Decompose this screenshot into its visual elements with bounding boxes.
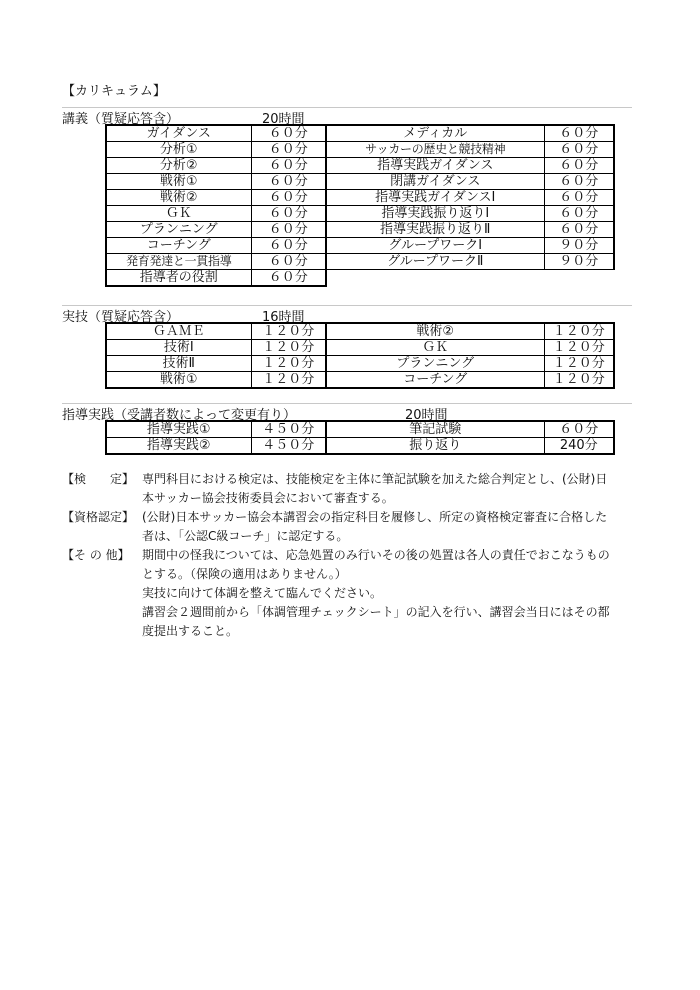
note-line: 講習会２週間前から「体調管理チェックシート」の記入を行い、講習会当日にはその都 (142, 605, 610, 619)
duration-cell: ９０分 (544, 254, 614, 270)
subject-cell: 指導実践振り返りⅠ (326, 206, 544, 222)
curriculum-heading: 【カリキュラム】 (62, 84, 166, 99)
table-row (106, 222, 614, 238)
subject-cell: ＧＡＭＥ (106, 323, 251, 340)
table-row (106, 174, 614, 190)
duration-cell: ６０分 (544, 222, 614, 238)
table-row (106, 438, 614, 455)
subject-cell: 指導実践ガイダンス (326, 158, 544, 174)
note-line: 本サッカー協会技術委員会において審査する。 (142, 491, 394, 505)
note-line: (公財)日本サッカー協会本講習会の指定科目を履修し、所定の資格検定審査に合格した (142, 510, 608, 524)
duration-cell: ６０分 (251, 254, 326, 270)
table-row (106, 270, 614, 287)
table-row (106, 340, 614, 356)
subject-cell: 技術Ⅱ (106, 356, 251, 372)
duration-cell: ６０分 (544, 190, 614, 206)
note-key: 【資格認定】 (62, 510, 135, 524)
duration-cell: ６０分 (251, 206, 326, 222)
duration-cell: ６０分 (544, 206, 614, 222)
table-row (106, 356, 614, 372)
duration-cell: １２０分 (251, 340, 326, 356)
table-row (106, 421, 614, 438)
practical-hours: 16時間 (262, 310, 305, 325)
subject-cell: グループワークⅠ (326, 238, 544, 254)
table-row (106, 125, 614, 142)
subject-cell: 戦術② (326, 323, 544, 340)
subject-cell: プランニング (106, 222, 251, 238)
subject-cell: コーチング (106, 238, 251, 254)
lecture-label: 講義（質疑応答含） (62, 112, 180, 127)
duration-cell: １２０分 (544, 372, 614, 389)
table-row (106, 238, 614, 254)
duration-cell: ６０分 (251, 174, 326, 190)
coaching-table (105, 420, 615, 455)
table-row (106, 158, 614, 174)
subject-cell: 戦術① (106, 372, 251, 389)
lecture-table (105, 124, 615, 287)
subject-cell: 閉講ガイダンス (326, 174, 544, 190)
note-line: 者は、「公認C級コーチ」に認定する。 (142, 529, 349, 543)
subject-cell: 筆記試験 (326, 421, 544, 438)
subject-cell: 指導実践② (106, 438, 251, 455)
note-line: とする。（保険の適用はありません。） (142, 567, 347, 581)
duration-cell: １２０分 (251, 323, 326, 340)
table-row (106, 190, 614, 206)
note-line: 専門科目における検定は、技能検定を主体に筆記試験を加えた総合判定とし、(公財)日 (142, 472, 608, 486)
subject-cell: ＧＫ (106, 206, 251, 222)
subject-cell: 振り返り (326, 438, 544, 455)
duration-cell: ６０分 (251, 270, 326, 287)
duration-cell: ６０分 (544, 421, 614, 438)
subject-cell: プランニング (326, 356, 544, 372)
table-row (106, 254, 614, 270)
note-line: 度提出すること。 (142, 624, 239, 638)
duration-cell: ９０分 (544, 238, 614, 254)
practical-label: 実技（質疑応答含） (62, 310, 180, 325)
subject-cell: 技術Ⅰ (106, 340, 251, 356)
subject-cell: 戦術② (106, 190, 251, 206)
subject-cell: 指導者の役割 (106, 270, 251, 287)
table-row (106, 142, 614, 158)
duration-cell: ６０分 (544, 142, 614, 158)
note-exam (62, 470, 642, 508)
subject-cell: 分析① (106, 142, 251, 158)
duration-cell: ６０分 (544, 125, 614, 142)
duration-cell: ６０分 (544, 174, 614, 190)
table-row (106, 206, 614, 222)
duration-cell: ６０分 (251, 125, 326, 142)
subject-cell: 分析② (106, 158, 251, 174)
duration-cell: ６０分 (251, 222, 326, 238)
duration-cell: ６０分 (251, 142, 326, 158)
duration-cell: ４５０分 (251, 421, 326, 438)
notes (62, 470, 642, 641)
duration-cell: ６０分 (251, 158, 326, 174)
practical-table (105, 322, 615, 389)
subject-cell: 指導実践① (106, 421, 251, 438)
subject-cell: サッカーの歴史と競技精神 (326, 142, 544, 158)
note-line: 期間中の怪我については、応急処置のみ行いその後の処置は各人の責任でおこなうもの (142, 548, 610, 562)
coaching-label: 指導実践（受講者数によって変更有り） (62, 408, 297, 423)
subject-cell: コーチング (326, 372, 544, 389)
subject-cell: 発育発達と一貫指導 (106, 254, 251, 270)
lecture-hours: 20時間 (262, 112, 305, 127)
note-key: 【そ の 他】 (62, 548, 130, 562)
subject-cell: 指導実践ガイダンスⅠ (326, 190, 544, 206)
note-certification (62, 508, 642, 546)
duration-cell: ６０分 (251, 190, 326, 206)
table-row (106, 372, 614, 389)
duration-cell: １２０分 (544, 340, 614, 356)
note-line: 実技に向けて体調を整えて臨んでください。 (142, 586, 383, 600)
subject-cell: 戦術① (106, 174, 251, 190)
subject-cell: ＧＫ (326, 340, 544, 356)
duration-cell: １２０分 (251, 372, 326, 389)
note-other (62, 546, 642, 641)
subject-cell: 指導実践振り返りⅡ (326, 222, 544, 238)
table-row (106, 323, 614, 340)
duration-cell: １２０分 (544, 356, 614, 372)
subject-cell: メディカル (326, 125, 544, 142)
subject-cell (326, 270, 544, 287)
duration-cell: １２０分 (544, 323, 614, 340)
duration-cell: ６０分 (544, 158, 614, 174)
note-key: 【検 定】 (62, 472, 135, 486)
subject-cell: ガイダンス (106, 125, 251, 142)
duration-cell: ６０分 (251, 238, 326, 254)
duration-cell: 240分 (544, 438, 614, 455)
duration-cell: ４５０分 (251, 438, 326, 455)
duration-cell: １２０分 (251, 356, 326, 372)
subject-cell: グループワークⅡ (326, 254, 544, 270)
duration-cell (544, 270, 614, 287)
coaching-hours: 20時間 (405, 408, 448, 423)
